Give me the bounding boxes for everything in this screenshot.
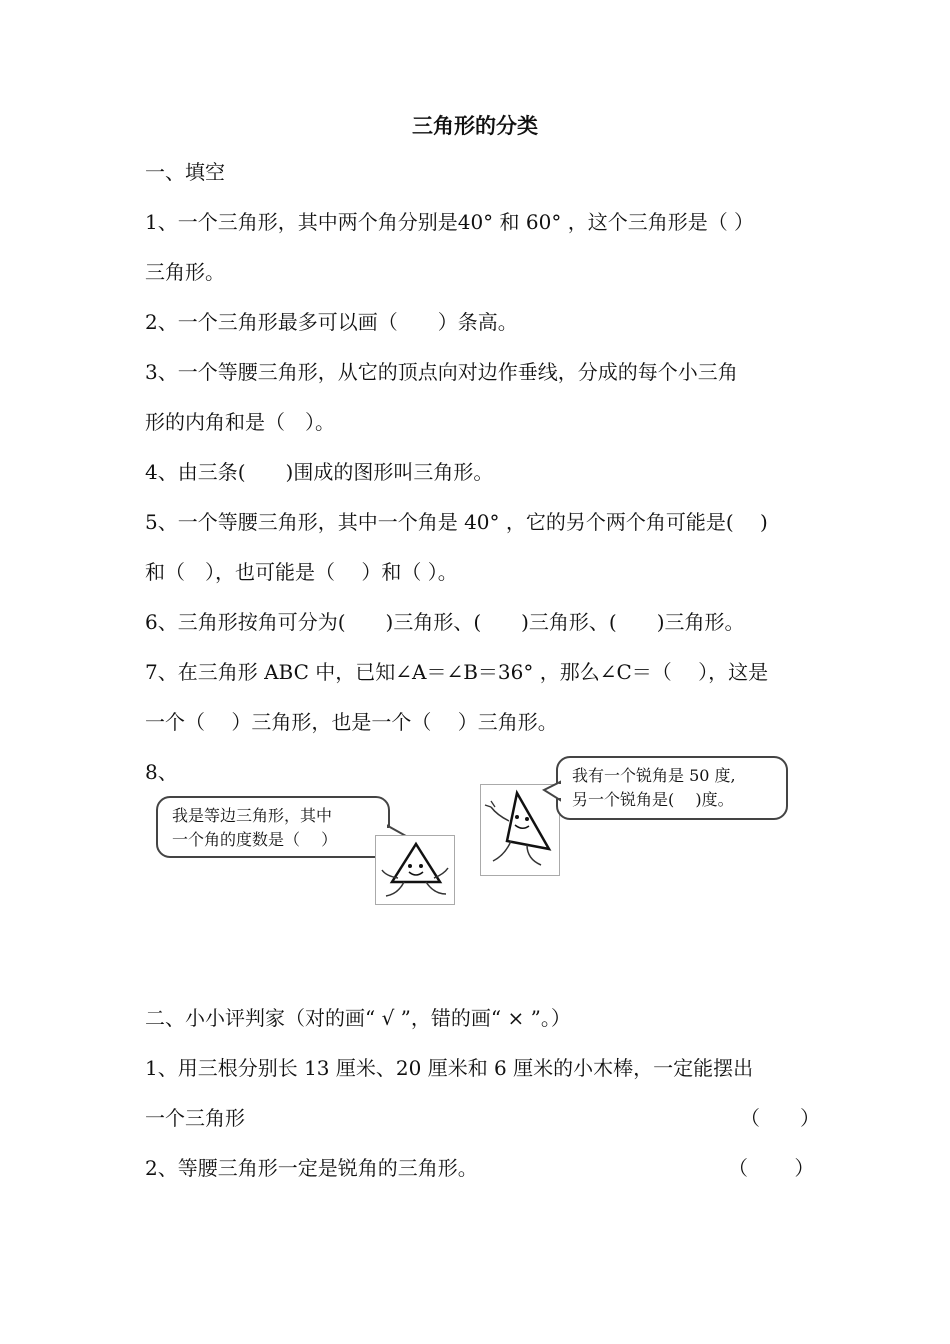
bubble-right-line-1: 我有一个锐角是 50 度, (572, 766, 736, 785)
bubble-left-line-1: 我是等边三角形，其中 (172, 806, 333, 825)
judge-question-1-line-1: 1、用三根分别长 13 厘米、20 厘米和 6 厘米的小木棒，一定能摆出 (145, 1056, 754, 1080)
judge-question-2: 2、等腰三角形一定是锐角的三角形。 (145, 1156, 478, 1180)
question-2: 2、一个三角形最多可以画（ ）条高。 (145, 310, 518, 334)
question-5-line-2: 和（ ），也可能是（ ）和（ ）。 (145, 560, 458, 584)
section-1-heading: 一、填空 (145, 160, 225, 184)
answer-bracket-1[interactable]: （ ） (740, 1106, 820, 1130)
question-6: 6、三角形按角可分为( )三角形、( )三角形、( )三角形。 (145, 610, 745, 634)
judge-question-1-line-2: 一个三角形 (145, 1106, 245, 1130)
equilateral-triangle-cartoon (375, 835, 455, 905)
question-7-line-1: 7、在三角形 ABC 中，已知∠A＝∠B＝36° ，那么∠C＝（ ），这是 (145, 660, 769, 684)
answer-bracket-2[interactable]: （ ） (728, 1156, 815, 1180)
question-3-line-2: 形的内角和是（ ）。 (145, 410, 335, 434)
question-1-line-2: 三角形。 (145, 260, 225, 284)
page-title: 三角形的分类 (412, 113, 538, 138)
speech-bubble-left (156, 796, 390, 858)
question-4: 4、由三条( )围成的图形叫三角形。 (145, 460, 494, 484)
bubble-right-line-2: 另一个锐角是( )度。 (572, 790, 734, 809)
question-3-line-1: 3、一个等腰三角形，从它的顶点向对边作垂线，分成的每个小三角 (145, 360, 738, 384)
question-7-line-2: 一个（ ）三角形，也是一个（ ）三角形。 (145, 710, 558, 734)
speech-bubble-right (556, 756, 788, 820)
section-2-heading: 二、小小评判家（对的画“ √ ”，错的画“ × ”。） (145, 1006, 571, 1030)
question-1-line-1: 1、一个三角形，其中两个角分别是40° 和 60° ，这个三角形是（ ） (145, 210, 755, 234)
question-5-line-1: 5、一个等腰三角形，其中一个角是 40° ，它的另个两个角可能是( ) (145, 510, 768, 534)
equilateral-triangle-icon (376, 836, 454, 904)
bubble-right-tail (542, 780, 562, 802)
bubble-left-line-2: 一个角的度数是（ ） (172, 830, 338, 849)
question-8-label: 8、 (145, 760, 178, 784)
